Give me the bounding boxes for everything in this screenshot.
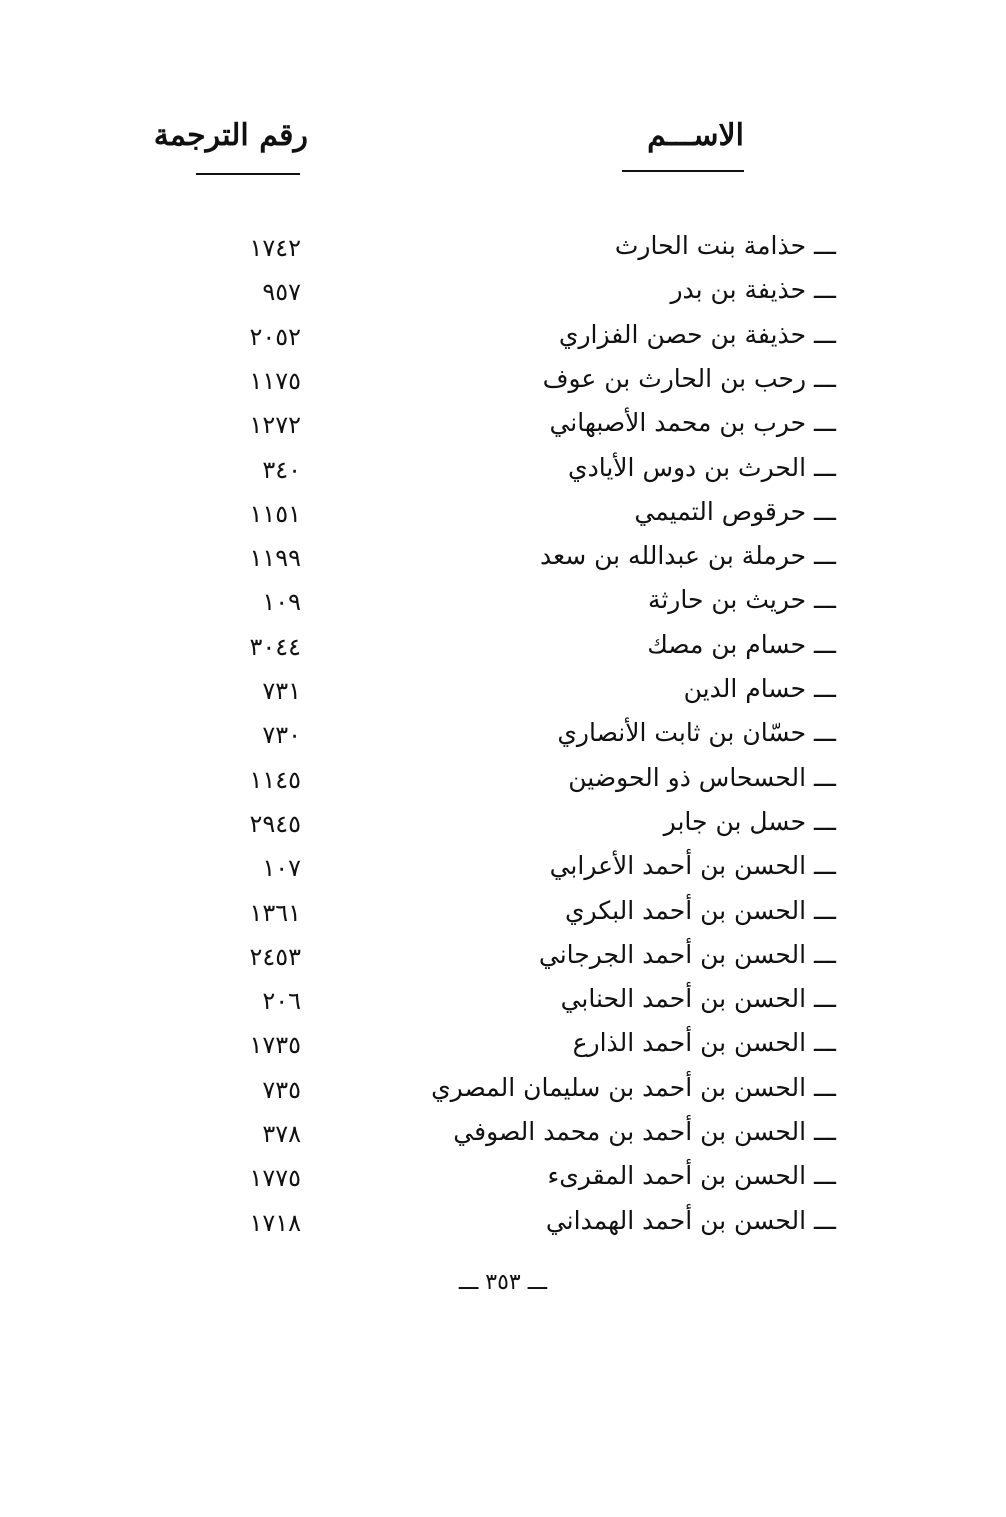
entry-name: ـــ رحب بن الحارث بن عوف (542, 364, 836, 393)
list-item (0, 848, 1006, 892)
entry-number: ١٣٦١ (249, 899, 301, 927)
entry-name: ـــ الحسن بن أحمد الجرجاني (538, 940, 836, 969)
list-item (0, 893, 1006, 937)
entry-number: ٣٠٤٤ (249, 633, 301, 661)
entry-number: ١٧١٨ (249, 1209, 301, 1237)
entry-name: ـــ الحسن بن أحمد بن سليمان المصري (431, 1073, 836, 1102)
entry-name: ـــ الحسن بن أحمد المقرىء (547, 1161, 836, 1190)
list-item (0, 715, 1006, 759)
entry-number: ٩٥٧ (262, 278, 301, 306)
list-item (0, 1158, 1006, 1202)
entry-number: ٧٣٥ (262, 1076, 301, 1104)
list-item (0, 317, 1006, 361)
entry-number: ١٠٩ (262, 588, 301, 616)
list-item (0, 272, 1006, 316)
list-item (0, 1070, 1006, 1114)
entry-name: ـــ حرقوص التميمي (634, 497, 836, 526)
page-number: ـــ ٣٥٣ ـــ (458, 1270, 548, 1295)
entry-number: ١٠٧ (262, 854, 301, 882)
entry-name: ـــ الحرث بن دوس الأيادي (568, 453, 836, 482)
entry-name: ـــ حرب بن محمد الأصبهاني (549, 408, 836, 437)
entry-name: ـــ حسام الدين (683, 674, 836, 703)
list-item (0, 582, 1006, 626)
list-item (0, 760, 1006, 804)
entry-name: ـــ الحسن بن أحمد الذارع (572, 1028, 836, 1057)
entry-number: ١١٩٩ (249, 544, 301, 572)
entry-number: ١٧٤٢ (249, 234, 301, 262)
entry-number: ٢٩٤٥ (249, 810, 301, 838)
column-header-name-underline (622, 170, 744, 172)
entry-name: ـــ الحسن بن أحمد الهمداني (545, 1206, 836, 1235)
list-item (0, 361, 1006, 405)
column-header-number-underline (196, 173, 300, 175)
list-item (0, 937, 1006, 981)
list-item (0, 1025, 1006, 1069)
list-item (0, 804, 1006, 848)
entry-name: ـــ حسام بن مصك (647, 630, 836, 659)
entry-number: ٧٣٠ (262, 721, 301, 749)
entry-number: ١١٧٥ (249, 367, 301, 395)
entry-name: ـــ الحسن بن أحمد بن محمد الصوفي (453, 1117, 836, 1146)
list-item (0, 494, 1006, 538)
entry-number: ٢٠٥٢ (249, 323, 301, 351)
list-item (0, 981, 1006, 1025)
column-header-number: رقم الترجمة (153, 118, 308, 153)
entry-name: ـــ حرملة بن عبدالله بن سعد (540, 541, 836, 570)
entry-name: ـــ حذامة بنت الحارث (614, 231, 836, 260)
list-item (0, 627, 1006, 671)
list-item (0, 1114, 1006, 1158)
entry-number: ٣٤٠ (262, 456, 301, 484)
entry-name: ـــ حسّان بن ثابت الأنصاري (557, 718, 836, 747)
list-item (0, 228, 1006, 272)
entry-number: ١٢٧٢ (249, 411, 301, 439)
entry-name: ـــ حريث بن حارثة (647, 585, 836, 614)
list-item (0, 1203, 1006, 1247)
column-header-name: الاســـم (647, 118, 744, 153)
list-item (0, 450, 1006, 494)
entry-name: ـــ الحسن بن أحمد الأعرابي (549, 851, 836, 880)
entry-name: ـــ الحسن بن أحمد الحنابي (560, 984, 836, 1013)
entry-name: ـــ حسل بن جابر (663, 807, 836, 836)
entry-name: ـــ حذيفة بن حصن الفزاري (558, 320, 836, 349)
entry-number: ٣٧٨ (262, 1120, 301, 1148)
list-item (0, 538, 1006, 582)
entry-number: ٢٠٦ (262, 987, 301, 1015)
list-item (0, 671, 1006, 715)
entry-number: ١٧٧٥ (249, 1164, 301, 1192)
entry-number: ٢٤٥٣ (249, 943, 301, 971)
entry-number: ٧٣١ (262, 677, 301, 705)
entry-name: ـــ الحسن بن أحمد البكري (564, 896, 836, 925)
entry-number: ١٧٣٥ (249, 1031, 301, 1059)
entry-name: ـــ حذيفة بن بدر (670, 275, 836, 304)
entry-number: ١١٤٥ (249, 766, 301, 794)
list-item (0, 405, 1006, 449)
entry-number: ١١٥١ (249, 500, 301, 528)
entry-name: ـــ الحسحاس ذو الحوضين (568, 763, 836, 792)
